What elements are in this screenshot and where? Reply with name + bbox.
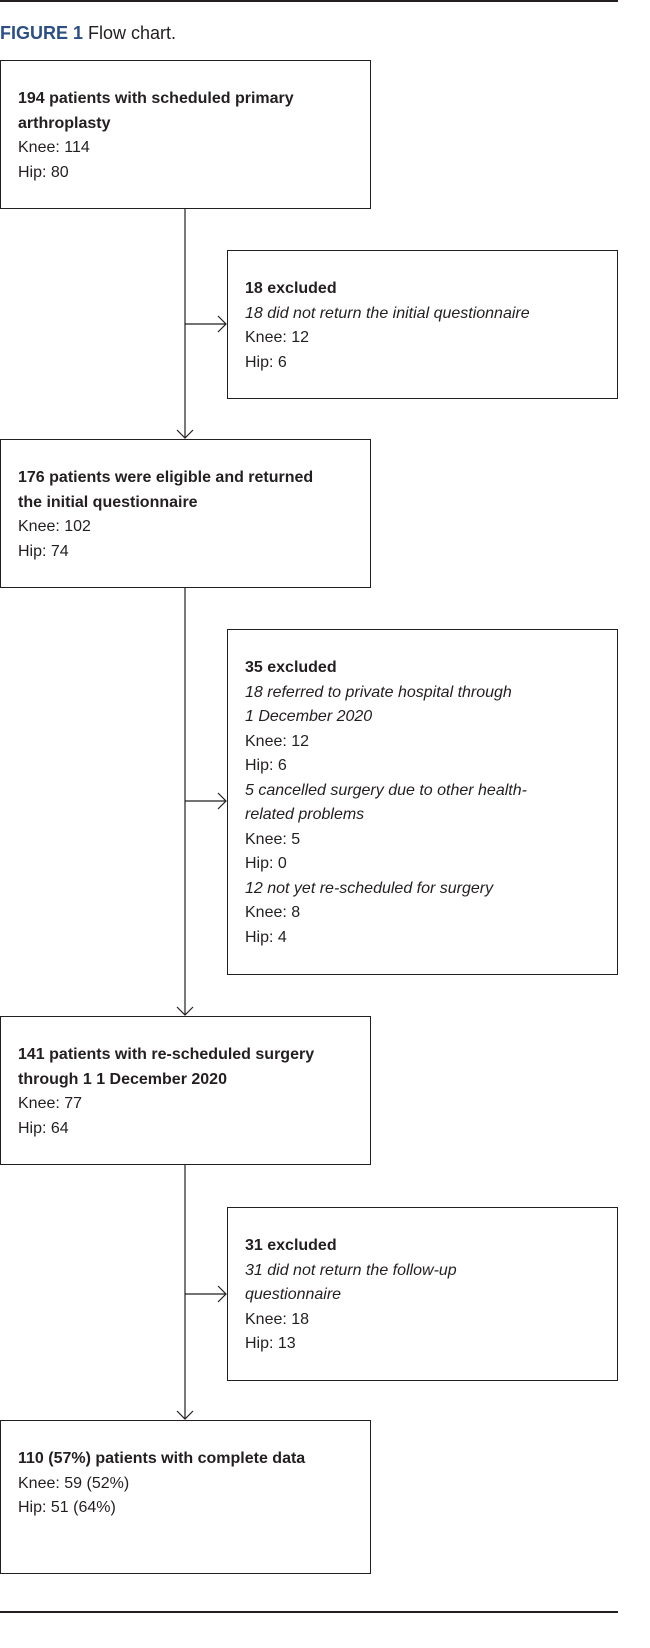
box-text: 18 excluded (245, 280, 337, 297)
box-rescheduled (0, 1016, 371, 1165)
box-text: through 1 1 December 2020 (18, 1070, 227, 1088)
box-text: Knee: 114 (18, 139, 90, 156)
box-text: Knee: 5 (245, 830, 301, 848)
box-eligible (0, 439, 371, 588)
box-text: Knee: 59 (52%) (18, 1474, 130, 1492)
box-complete-data (0, 1420, 371, 1574)
box-excluded-rescheduling (227, 629, 618, 975)
box-text: Hip: 80 (18, 163, 69, 181)
box-text: 18 referred to private hospital through (245, 683, 512, 701)
box-text: 31 excluded (245, 1237, 337, 1254)
box-text: 12 not yet re-scheduled for surgery (245, 879, 494, 897)
box-text: Hip: 6 (245, 757, 287, 774)
box-text: Hip: 74 (18, 542, 69, 560)
box-text: 35 excluded (245, 659, 337, 676)
box-text: Hip: 13 (245, 1335, 296, 1352)
figure-caption: Flow chart. (88, 23, 177, 43)
box-text: Hip: 64 (18, 1119, 69, 1137)
box-excluded-followup (227, 1207, 618, 1381)
box-text: Hip: 4 (245, 928, 287, 946)
box-text: 31 did not return the follow-up (245, 1261, 457, 1279)
box-text: questionnaire (245, 1286, 342, 1303)
box-text: Knee: 102 (18, 518, 91, 535)
box-scheduled (0, 60, 371, 209)
box-text: the initial questionnaire (18, 493, 198, 511)
bottom-rule (0, 1611, 618, 1613)
box-text: Knee: 77 (18, 1095, 83, 1112)
box-text: arthroplasty (18, 114, 111, 132)
box-text: related problems (245, 806, 365, 823)
box-excluded-initial (227, 250, 618, 399)
box-text: Hip: 6 (245, 353, 287, 371)
box-text: 110 (57%) patients with complete data (18, 1450, 306, 1467)
box-text: 176 patients were eligible and returned (18, 469, 314, 486)
box-text: Hip: 51 (64%) (18, 1499, 116, 1516)
box-text: 1 December 2020 (245, 708, 373, 725)
box-text: Knee: 8 (245, 904, 301, 921)
box-text: 194 patients with scheduled primary (18, 90, 294, 107)
box-text: 141 patients with re-scheduled surgery (18, 1046, 315, 1063)
box-text: Knee: 18 (245, 1310, 310, 1328)
box-text: 18 did not return the initial questionnaire (245, 304, 530, 322)
box-text: Knee: 12 (245, 732, 310, 750)
box-text: Knee: 12 (245, 329, 310, 346)
box-text: Hip: 0 (245, 855, 287, 872)
figure-label: FIGURE 1 (0, 23, 84, 43)
box-text: 5 cancelled surgery due to other health- (245, 781, 527, 799)
